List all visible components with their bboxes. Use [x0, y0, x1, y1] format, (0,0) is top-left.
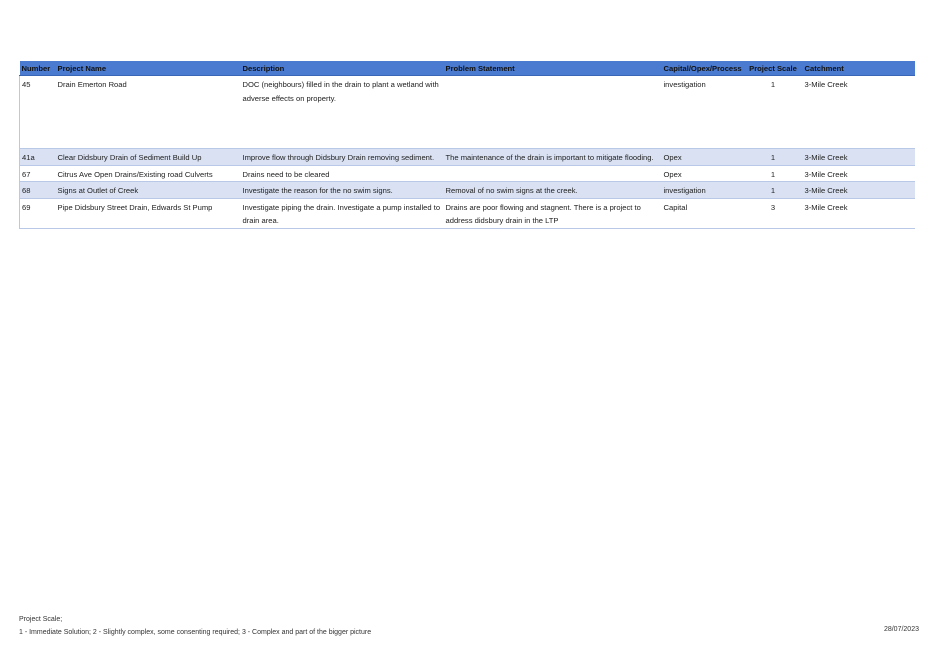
table-row: [20, 198, 915, 228]
header-problem-statement: Problem Statement: [444, 61, 662, 76]
cell-problem-statement: [444, 165, 662, 182]
cell-catchment: 3-Mile Creek: [803, 76, 915, 149]
project-scale-legend: [19, 614, 371, 639]
header-project-scale: Project Scale: [744, 61, 803, 76]
cell-description: DOC (neighbours) filled in the drain to plant a wetland with adverse effects on property.: [241, 76, 444, 149]
cell-catchment: 3-Mile Creek: [803, 182, 915, 199]
cell-problem-statement: The maintenance of the drain is important to mitigate flooding.: [444, 149, 662, 166]
cell-number: 41a: [20, 149, 56, 166]
header-project-name: Project Name: [56, 61, 241, 76]
header-capital-opex-process: Capital/Opex/Process: [662, 61, 744, 76]
cell-description: Investigate the reason for the no swim signs.: [241, 182, 444, 199]
projects-table: [19, 61, 915, 229]
cell-project-scale: 3: [744, 198, 803, 228]
cell-number: 69: [20, 198, 56, 228]
header-catchment: Catchment: [803, 61, 915, 76]
cell-project-scale: 1: [744, 182, 803, 199]
cell-project-name: Signs at Outlet of Creek: [56, 182, 241, 199]
cell-catchment: 3-Mile Creek: [803, 198, 915, 228]
cell-project-scale: 1: [744, 76, 803, 149]
cell-capital-opex-process: Opex: [662, 149, 744, 166]
cell-problem-statement: Removal of no swim signs at the creek.: [444, 182, 662, 199]
cell-catchment: 3-Mile Creek: [803, 165, 915, 182]
cell-description: Investigate piping the drain. Investigate a pump installed to drain area.: [241, 198, 444, 228]
cell-project-name: Citrus Ave Open Drains/Existing road Culverts: [56, 165, 241, 182]
cell-project-name: Clear Didsbury Drain of Sediment Build Up: [56, 149, 241, 166]
cell-number: 68: [20, 182, 56, 199]
table-row: [20, 182, 915, 199]
cell-capital-opex-process: Opex: [662, 165, 744, 182]
cell-description: Improve flow through Didsbury Drain removing sediment.: [241, 149, 444, 166]
table-row: [20, 76, 915, 149]
header-description: Description: [241, 61, 444, 76]
header-number: Number: [20, 61, 56, 76]
cell-problem-statement: [444, 76, 662, 149]
cell-number: 45: [20, 76, 56, 149]
cell-capital-opex-process: Capital: [662, 198, 744, 228]
cell-number: 67: [20, 165, 56, 182]
cell-project-name: Pipe Didsbury Street Drain, Edwards St Pump: [56, 198, 241, 228]
footer-date: 28/07/2023: [883, 626, 919, 633]
legend-title: Project Scale;: [19, 616, 63, 623]
table-row: [20, 165, 915, 182]
cell-capital-opex-process: investigation: [662, 76, 744, 149]
cell-project-scale: 1: [744, 165, 803, 182]
cell-catchment: 3-Mile Creek: [803, 149, 915, 166]
table-row: [20, 149, 915, 166]
cell-problem-statement: Drains are poor flowing and stagnent. There is a project to address didsbury drain in the LTP: [444, 198, 662, 228]
cell-description: Drains need to be cleared: [241, 165, 444, 182]
table-header-row: [20, 61, 915, 76]
cell-project-name: Drain Emerton Road: [56, 76, 241, 149]
cell-project-scale: 1: [744, 149, 803, 166]
legend-text: 1 - Immediate Solution; 2 - Slightly complex, some consenting required; 3 - Complex and part of the bigger picture: [19, 628, 372, 636]
cell-capital-opex-process: investigation: [662, 182, 744, 199]
